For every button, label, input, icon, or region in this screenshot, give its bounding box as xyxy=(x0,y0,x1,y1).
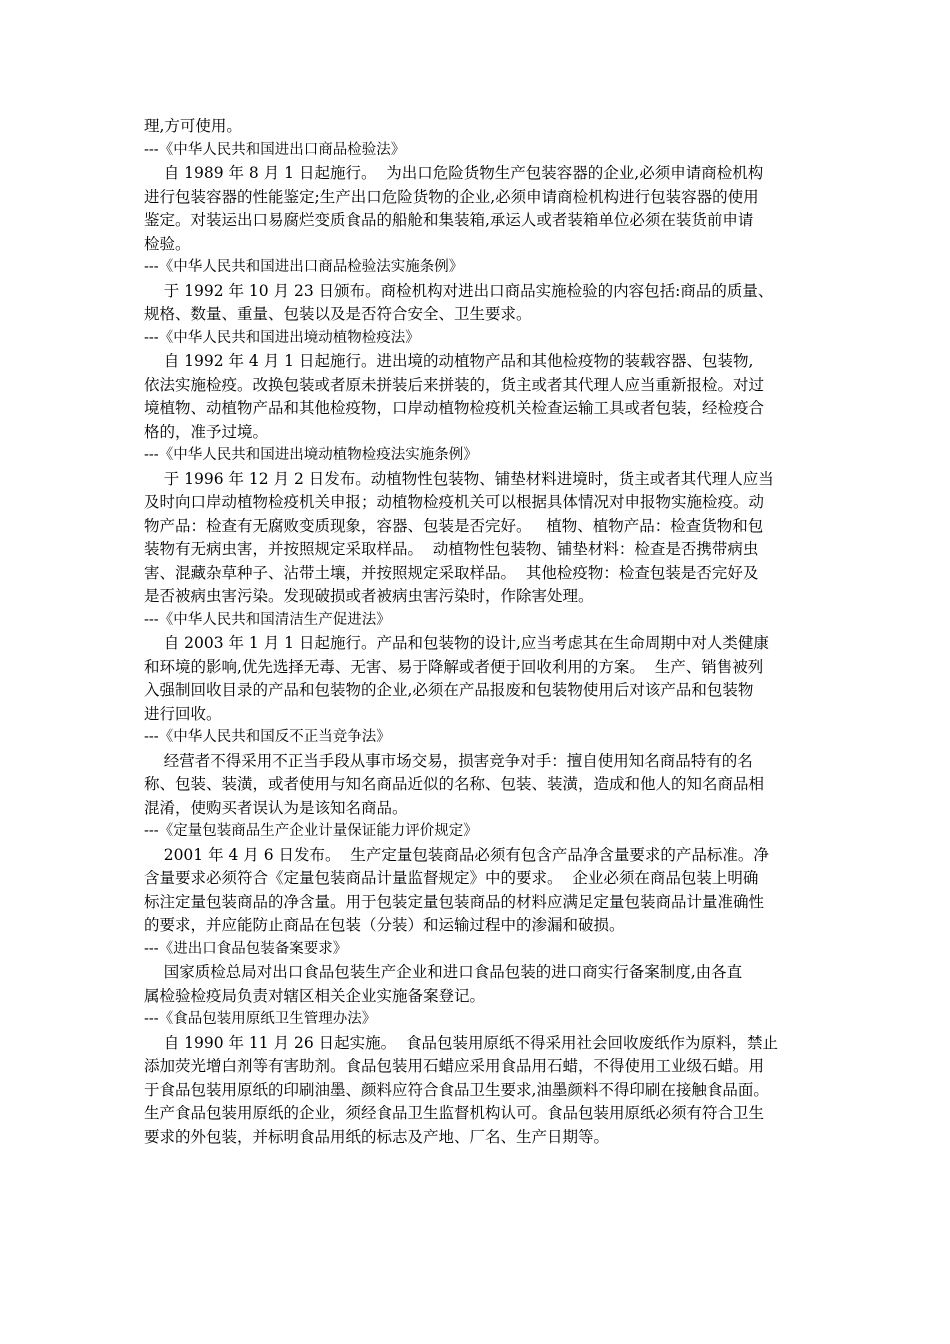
law-heading: ---《定量包装商品生产企业计量保证能力评价规定》 xyxy=(144,823,478,839)
paragraph-line: 的要求，并应能防止商品在包装（分装）和运输过程中的渗漏和破损。 xyxy=(144,916,625,934)
paragraph-line: 境植物、动植物产品和其他检疫物，口岸动植物检疫机关检查运输工具或者包装，经检疫合 xyxy=(144,399,765,417)
section-6 xyxy=(144,726,808,820)
paragraph-line: 物产品：检查有无腐败变质现象，容器、包装是否完好。 植物、植物产品：检查货物和包 xyxy=(144,516,764,535)
paragraph-line: 要求的外包装，并标明食品用纸的标志及产地、厂名、生产日期等。 xyxy=(144,1127,610,1146)
paragraph-line: 进行包装容器的性能鉴定;生产出口危险货物的企业,必须申请商检机构进行包装容器的使用 xyxy=(144,187,759,206)
paragraph-line: 规格、数量、重量、包装以及是否符合安全、卫生要求。 xyxy=(144,305,532,323)
paragraph-line: 自 1989 年 8 月 1 日起施行。 为出口危险货物生产包装容器的企业,必须申请商检机构 xyxy=(144,164,764,182)
paragraph-line: 依法实施检疫。改换包装或者原未拼装后来拼装的，货主或者其代理人应当重新报检。对过 xyxy=(144,375,765,394)
paragraph-line: 是否被病虫害污染。发现破损或者被病虫害污染时，作除害处理。 xyxy=(144,587,594,605)
section-0 xyxy=(144,115,808,139)
paragraph-line: 添加荧光增白剂等有害助剂。食品包装用石蜡应采用食品用石蜡，不得使用工业级石蜡。用 xyxy=(144,1057,765,1075)
section-3 xyxy=(144,327,808,445)
paragraph-line: 及时向口岸动植物检疫机关申报；动植物检疫机关可以根据具体情况对申报物实施检疫。动 xyxy=(144,493,765,511)
paragraph-line: 自 2003 年 1 月 1 日起施行。产品和包装物的设计,应当考虑其在生命周期中对人类健康 xyxy=(144,634,769,652)
paragraph-line: 和环境的影响,优先选择无毒、无害、易于降解或者便于回收利用的方案。 生产、销售被列 xyxy=(144,657,764,676)
law-heading: ---《中华人民共和国进出境动植物检疫法》 xyxy=(144,329,420,346)
section-1 xyxy=(144,139,808,257)
paragraph-line: 自 1992 年 4 月 1 日起施行。进出境的动植物产品和其他检疫物的装载容器、包装物, xyxy=(144,352,754,370)
law-heading: ---《中华人民共和国进出口商品检验法》 xyxy=(144,141,406,158)
section-2 xyxy=(144,256,808,327)
paragraph-line: 国家质检总局对出口食品包装生产企业和进口食品包装的进口商实行备案制度,由各直 xyxy=(144,963,743,981)
law-heading: ---《中华人民共和国反不正当竞争法》 xyxy=(144,729,391,745)
paragraph-line: 鉴定。对装运出口易腐烂变质食品的船舱和集装箱,承运人或者装箱单位必须在装货前申请 xyxy=(144,211,754,229)
law-heading: ---《中华人民共和国进出口商品检验法实施条例》 xyxy=(144,259,464,275)
paragraph-line: 自 1990 年 11 月 26 日起实施。 食品包装用原纸不得采用社会回收废纸作为原料，禁止 xyxy=(144,1033,779,1052)
section-5 xyxy=(144,609,808,727)
paragraph-line: 进行回收。 xyxy=(144,704,222,723)
paragraph-line: 含量要求必须符合《定量包装商品计量监督规定》中的要求。 企业必须在商品包装上明确 xyxy=(144,869,759,887)
paragraph-line: 入强制回收目录的产品和包装物的企业,必须在产品报废和包装物使用后对该产品和包装物 xyxy=(144,681,754,699)
section-8 xyxy=(144,938,808,1009)
paragraph-line: 害、混藏杂草种子、沾带土壤，并按照规定采取样品。 其他检疫物：检查包装是否完好及 xyxy=(144,563,759,582)
paragraph-line: 混淆，使购买者误认为是该知名商品。 xyxy=(144,798,408,817)
paragraph-line: 检验。 xyxy=(144,234,191,253)
paragraph-line: 装物有无病虫害，并按照规定采取样品。 动植物性包装物、铺垫材料：检查是否携带病虫 xyxy=(144,540,759,558)
paragraph-line: 理,方可使用。 xyxy=(144,117,242,135)
paragraph-line: 于食品包装用原纸的印刷油墨、颜料应符合食品卫生要求,油墨颜料不得印刷在接触食品面。 xyxy=(144,1080,769,1099)
law-heading: ---《食品包装用原纸卫生管理办法》 xyxy=(144,1011,377,1027)
paragraph-line: 于 1996 年 12 月 2 日发布。动植物性包装物、铺垫材料进境时，货主或者其代理人应当 xyxy=(144,469,774,488)
law-heading: ---《中华人民共和国进出境动植物检疫法实施条例》 xyxy=(144,447,478,463)
section-9 xyxy=(144,1008,808,1149)
document-page xyxy=(144,115,808,1149)
paragraph-line: 经营者不得采用不正当手段从事市场交易，损害竞争对手：擅自使用知名商品特有的名 xyxy=(144,751,753,770)
paragraph-line: 2001 年 4 月 6 日发布。 生产定量包装商品必须有包含产品净含量要求的产品标准。净 xyxy=(144,845,769,864)
paragraph-line: 属检验检疫局负责对辖区相关企业实施备案登记。 xyxy=(144,986,486,1005)
paragraph-line: 生产食品包装用原纸的企业，须经食品卫生监督机构认可。食品包装用原纸必须有符合卫生 xyxy=(144,1104,765,1122)
paragraph-line: 格的，准予过境。 xyxy=(144,422,269,441)
paragraph-line: 标注定量包装商品的净含量。用于包装定量包装商品的材料应满足定量包装商品计量准确性 xyxy=(144,892,765,911)
paragraph-line: 于 1992 年 10 月 23 日颁布。商检机构对进出口商品实施检验的内容包括:商品的质量、 xyxy=(144,281,774,300)
section-7 xyxy=(144,820,808,938)
law-heading: ---《进出口食品包装备案要求》 xyxy=(144,940,348,957)
paragraph-line: 称、包装、装潢，或者使用与知名商品近似的名称、包装、装潢，造成和他人的知名商品相 xyxy=(144,775,765,793)
section-4 xyxy=(144,444,808,609)
law-heading: ---《中华人民共和国清洁生产促进法》 xyxy=(144,611,391,628)
